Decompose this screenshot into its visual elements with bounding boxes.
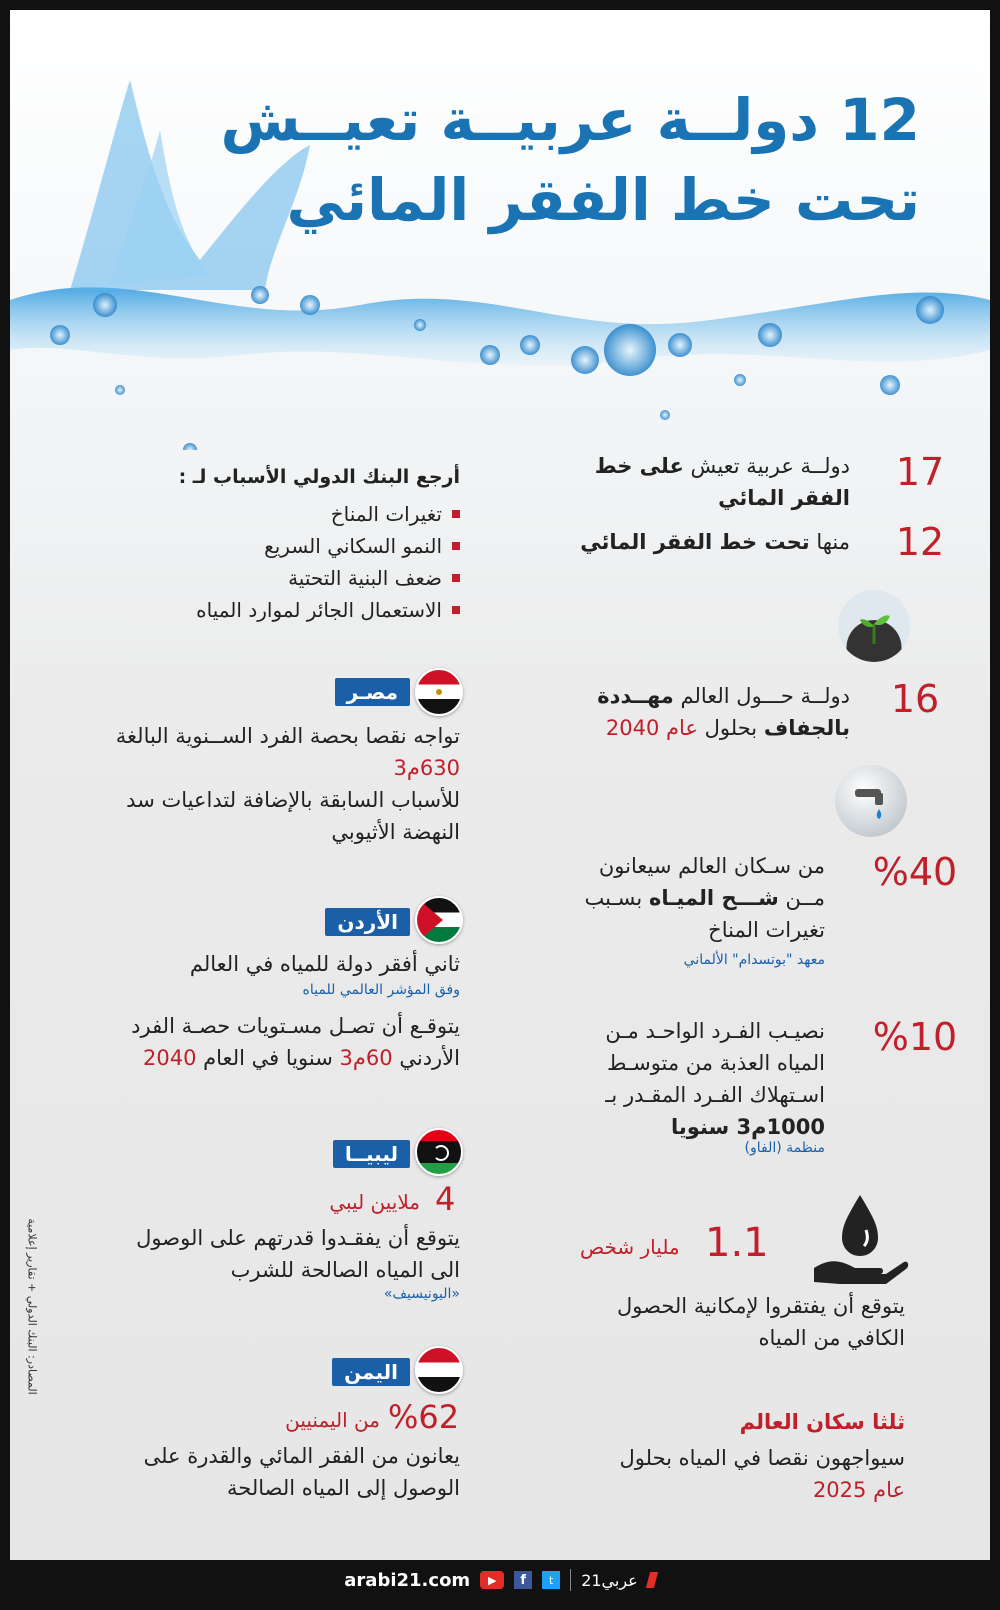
faucet-icon — [835, 765, 907, 837]
bullet-icon — [452, 606, 460, 614]
two-thirds-text: سيواجهون نقصا في المياه بحلول عام 2025 — [619, 1446, 905, 1502]
bullet-icon — [452, 574, 460, 582]
facebook-icon[interactable]: f — [514, 1571, 532, 1589]
stat-17-number: 17 — [895, 450, 945, 494]
stat-40-text: من سـكان العالم سيعانون مــن شـــح الميـاه بسـبب تغيرات المناخ — [584, 854, 825, 942]
footer-bar — [0, 1560, 1000, 1600]
jordan-source: وفق المؤشر العالمي للمياه — [302, 982, 460, 998]
stat-17-text: دولــة عربية تعيش على خط الفقر المائي — [594, 454, 850, 510]
cause-item: الاستعمال الجائر لموارد المياه — [160, 594, 460, 626]
jordan-tag: الأردن — [325, 908, 410, 936]
hand-drop-icon — [810, 1190, 910, 1290]
bullet-icon — [452, 510, 460, 518]
stat-12-text: منها تحت خط الفقر المائي — [580, 530, 850, 554]
stat-16-number: 16 — [890, 677, 940, 721]
yemen-unit: من اليمنيين — [285, 1408, 380, 1432]
libya-tag: ليبيــا — [333, 1140, 410, 1168]
jordan-flag-icon — [415, 896, 463, 944]
twitter-icon[interactable]: t — [542, 1571, 560, 1589]
yemen-text: يعانون من الفقر المائي والقدرة على الوصول إلى المياه الصالحة — [143, 1444, 460, 1500]
two-thirds-heading: ثلثا سكان العالم — [739, 1410, 905, 1434]
cause-item: تغيرات المناخ — [160, 498, 460, 530]
sources-note: المصادر: البنك الدولي + تقارير إعلامية — [25, 1218, 39, 1395]
causes-heading: أرجع البنك الدولي الأسباب لـ : — [178, 466, 460, 488]
libya-source: «اليونيسيف» — [383, 1286, 460, 1302]
jordan-line-1: ثاني أفقر دولة للمياه في العالم — [189, 952, 460, 976]
causes-list — [160, 498, 460, 626]
stat-11-number: 1.1 — [705, 1220, 769, 1266]
stat-10-text: نصيـب الفـرد الواحـد مـن المياه العذبة من متوسـط اسـتهلاك الفـرد المقـدر بـ 1000م3 سنويا — [605, 1019, 825, 1139]
stat-12-number: 12 — [895, 520, 945, 564]
yemen-flag-icon — [415, 1346, 463, 1394]
stat-40-source: معهد "بوتسدام" الألماني — [683, 952, 825, 968]
title-line-2: تحت خط الفقر المائي — [286, 166, 920, 234]
yemen-tag: اليمن — [332, 1358, 410, 1386]
stat-10-source: منظمة (الفاو) — [744, 1140, 825, 1156]
youtube-icon[interactable]: ▶ — [480, 1571, 504, 1589]
cause-item: ضعف البنية التحتية — [160, 562, 460, 594]
libya-text: يتوقع أن يفقـدوا قدرتهم على الوصول الى المياه الصالحة للشرب — [136, 1226, 460, 1282]
libya-unit: ملايين ليبي — [329, 1190, 420, 1214]
yemen-number: %62 — [388, 1398, 460, 1436]
jordan-text: يتوقـع أن تصـل مسـتويات حصـة الفرد الأردني 60م3 سنويا في العام 2040 — [131, 1014, 460, 1070]
title-line-1: 12 دولــة عربيــة تعيــش — [220, 86, 920, 154]
egypt-tag: مصـر — [335, 678, 410, 706]
libya-number: 4 — [435, 1180, 456, 1218]
footer-brand[interactable]: عربي21 — [581, 1570, 638, 1590]
footer-site[interactable]: arabi21.com — [344, 1569, 471, 1591]
stat-16-text: دولــة حـــول العالم مهــددة بالجفاف بحلول عام 2040 — [597, 684, 850, 740]
libya-flag-icon — [415, 1128, 463, 1176]
stat-11-unit: مليار شخص — [580, 1235, 680, 1259]
plant-icon — [838, 590, 910, 662]
brand-logo-icon — [646, 1572, 658, 1588]
bullet-icon — [452, 542, 460, 550]
stat-11-text: يتوقع أن يفتقروا لإمكانية الحصول الكافي من المياه — [617, 1294, 905, 1350]
egypt-flag-icon — [415, 668, 463, 716]
cause-item: النمو السكاني السريع — [160, 530, 460, 562]
divider — [570, 1569, 571, 1591]
egypt-text: تواجه نقصا بحصة الفرد الســنوية البالغة 630م3 للأسباب السابقة بالإضافة لتداعيات سد النهضة الأثيوبي — [115, 724, 460, 844]
stat-40-number: %40 — [872, 850, 958, 894]
stat-10-number: %10 — [872, 1015, 958, 1059]
infographic — [10, 10, 990, 1560]
